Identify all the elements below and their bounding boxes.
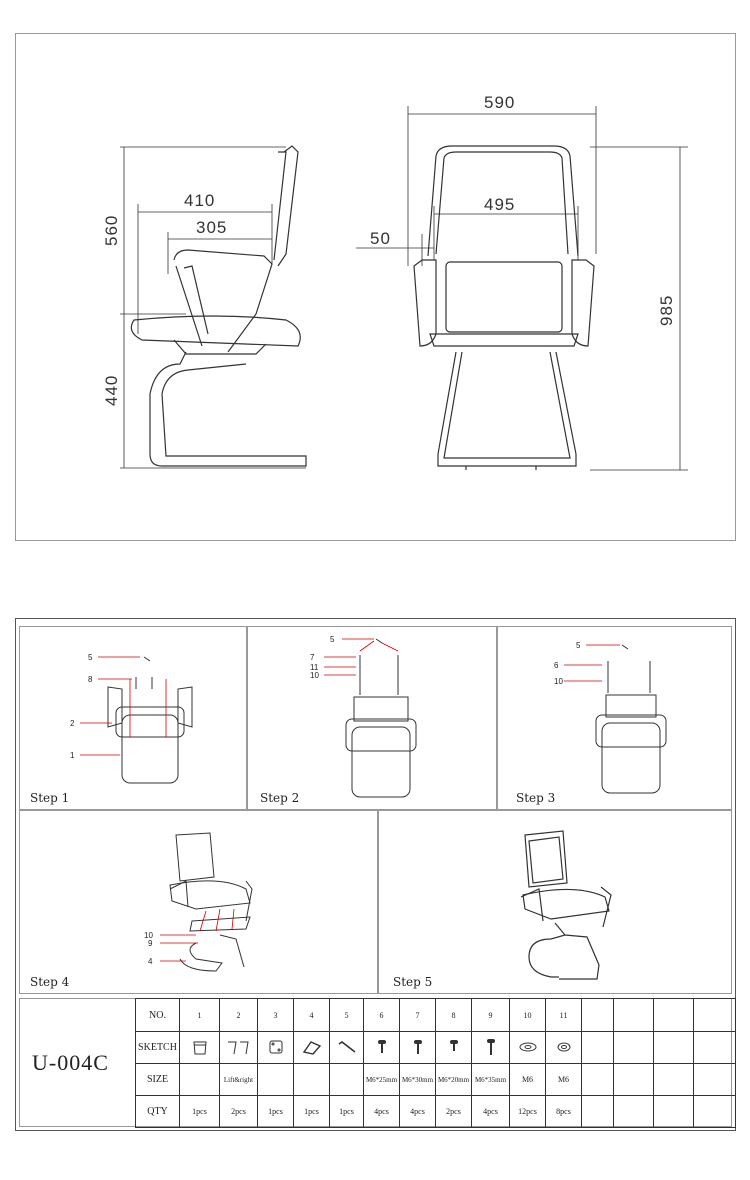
step-5-illustration bbox=[379, 811, 733, 995]
part-no-10: 10 bbox=[510, 999, 546, 1032]
part-size-7: M6*30mm bbox=[400, 1064, 436, 1096]
part-size-9: M6*35mm bbox=[472, 1064, 510, 1096]
empty-cell bbox=[694, 1064, 736, 1096]
step-5-panel bbox=[378, 810, 732, 994]
row-header-sketch: SKETCH bbox=[136, 1032, 180, 1064]
part-qty-4: 1pcs bbox=[294, 1096, 330, 1128]
step-2-callout-11: 11 bbox=[310, 663, 319, 672]
screw-icon bbox=[436, 1032, 472, 1064]
part-qty-7: 4pcs bbox=[400, 1096, 436, 1128]
flat-washer-icon bbox=[510, 1032, 546, 1064]
step-5-label: Step 5 bbox=[393, 975, 433, 989]
parts-row-number bbox=[136, 999, 736, 1032]
step-1-callout-2: 2 bbox=[70, 719, 75, 728]
parts-table bbox=[135, 998, 736, 1128]
step-3-callout-5: 5 bbox=[576, 641, 581, 650]
step-2-callout-7: 7 bbox=[310, 653, 315, 662]
parts-row-qty bbox=[136, 1096, 736, 1128]
step-4-label: Step 4 bbox=[30, 975, 70, 989]
part-qty-6: 4pcs bbox=[364, 1096, 400, 1128]
dim-front-arm-offset: 50 bbox=[370, 229, 391, 248]
step-3-callout-6: 6 bbox=[554, 661, 559, 670]
part-size-8: M6*20mm bbox=[436, 1064, 472, 1096]
dim-front-width: 590 bbox=[484, 93, 516, 112]
dim-side-seat-depth: 305 bbox=[196, 218, 228, 237]
part-qty-3: 1pcs bbox=[258, 1096, 294, 1128]
step-1-illustration bbox=[20, 627, 248, 811]
part-qty-11: 8pcs bbox=[546, 1096, 582, 1128]
empty-cell bbox=[614, 1064, 654, 1096]
row-header-size: SIZE bbox=[136, 1064, 180, 1096]
part-no-1: 1 bbox=[180, 999, 220, 1032]
step-3-label: Step 3 bbox=[516, 791, 556, 805]
empty-cell bbox=[654, 1096, 694, 1128]
empty-cell bbox=[614, 999, 654, 1032]
part-size-1 bbox=[180, 1064, 220, 1096]
step-1-callout-1: 1 bbox=[70, 751, 75, 760]
empty-cell bbox=[654, 1032, 694, 1064]
step-3-illustration bbox=[498, 627, 733, 811]
step-2-callout-10: 10 bbox=[310, 671, 319, 680]
empty-cell bbox=[654, 1064, 694, 1096]
part-size-3 bbox=[258, 1064, 294, 1096]
seat-shell-icon bbox=[180, 1032, 220, 1064]
empty-cell bbox=[694, 1096, 736, 1128]
dimension-drawing-panel bbox=[15, 33, 736, 541]
dim-front-total-height: 985 bbox=[657, 294, 676, 326]
step-2-callout-5: 5 bbox=[330, 635, 335, 644]
dim-side-seat-height: 440 bbox=[102, 374, 121, 406]
step-4-callout-9: 9 bbox=[148, 939, 153, 948]
part-no-2: 2 bbox=[220, 999, 258, 1032]
dim-side-back-height: 560 bbox=[102, 214, 121, 246]
part-no-4: 4 bbox=[294, 999, 330, 1032]
empty-cell bbox=[582, 999, 614, 1032]
model-number: U-004C bbox=[32, 1050, 109, 1075]
dim-front-seat-width: 495 bbox=[484, 195, 516, 214]
part-size-6: M6*25mm bbox=[364, 1064, 400, 1096]
step-1-label: Step 1 bbox=[30, 791, 70, 805]
row-header-no: NO. bbox=[136, 999, 180, 1032]
part-qty-5: 1pcs bbox=[330, 1096, 364, 1128]
armrest-icon bbox=[220, 1032, 258, 1064]
step-1-callout-8: 8 bbox=[88, 675, 93, 684]
empty-cell bbox=[614, 1096, 654, 1128]
part-no-7: 7 bbox=[400, 999, 436, 1032]
part-qty-8: 2pcs bbox=[436, 1096, 472, 1128]
step-2-panel bbox=[247, 626, 497, 810]
dim-side-arm-depth: 410 bbox=[184, 191, 216, 210]
plate-icon bbox=[258, 1032, 294, 1064]
part-no-8: 8 bbox=[436, 999, 472, 1032]
screw-icon bbox=[472, 1032, 510, 1064]
front-dimension-lines bbox=[356, 106, 688, 470]
part-qty-1: 1pcs bbox=[180, 1096, 220, 1128]
base-frame-icon bbox=[294, 1032, 330, 1064]
dimension-drawing bbox=[16, 34, 737, 542]
step-2-label: Step 2 bbox=[260, 791, 300, 805]
screw-icon bbox=[364, 1032, 400, 1064]
part-size-4 bbox=[294, 1064, 330, 1096]
part-size-2: Lift&right bbox=[220, 1064, 258, 1096]
empty-cell bbox=[582, 1064, 614, 1096]
part-size-11: M6 bbox=[546, 1064, 582, 1096]
part-qty-10: 12pcs bbox=[510, 1096, 546, 1128]
step-4-panel bbox=[19, 810, 378, 994]
empty-cell bbox=[694, 1032, 736, 1064]
step-4-callout-4: 4 bbox=[148, 957, 153, 966]
part-no-3: 3 bbox=[258, 999, 294, 1032]
part-no-6: 6 bbox=[364, 999, 400, 1032]
screw-icon bbox=[400, 1032, 436, 1064]
step-4-callout-10: 10 bbox=[144, 931, 153, 940]
empty-cell bbox=[614, 1032, 654, 1064]
part-no-11: 11 bbox=[546, 999, 582, 1032]
part-qty-9: 4pcs bbox=[472, 1096, 510, 1128]
step-1-callout-5: 5 bbox=[88, 653, 93, 662]
allen-key-icon bbox=[330, 1032, 364, 1064]
empty-cell bbox=[654, 999, 694, 1032]
step-2-illustration bbox=[248, 627, 498, 811]
step-3-panel bbox=[497, 626, 732, 810]
parts-row-size bbox=[136, 1064, 736, 1096]
part-size-10: M6 bbox=[510, 1064, 546, 1096]
side-view-chair bbox=[131, 146, 306, 466]
step-3-callout-10: 10 bbox=[554, 677, 563, 686]
part-no-5: 5 bbox=[330, 999, 364, 1032]
step-1-panel bbox=[19, 626, 247, 810]
row-header-qty: QTY bbox=[136, 1096, 180, 1128]
empty-cell bbox=[582, 1032, 614, 1064]
part-qty-2: 2pcs bbox=[220, 1096, 258, 1128]
step-4-illustration bbox=[20, 811, 379, 995]
empty-cell bbox=[582, 1096, 614, 1128]
part-no-9: 9 bbox=[472, 999, 510, 1032]
empty-cell bbox=[694, 999, 736, 1032]
spring-washer-icon bbox=[546, 1032, 582, 1064]
parts-row-sketch bbox=[136, 1032, 736, 1064]
part-size-5 bbox=[330, 1064, 364, 1096]
